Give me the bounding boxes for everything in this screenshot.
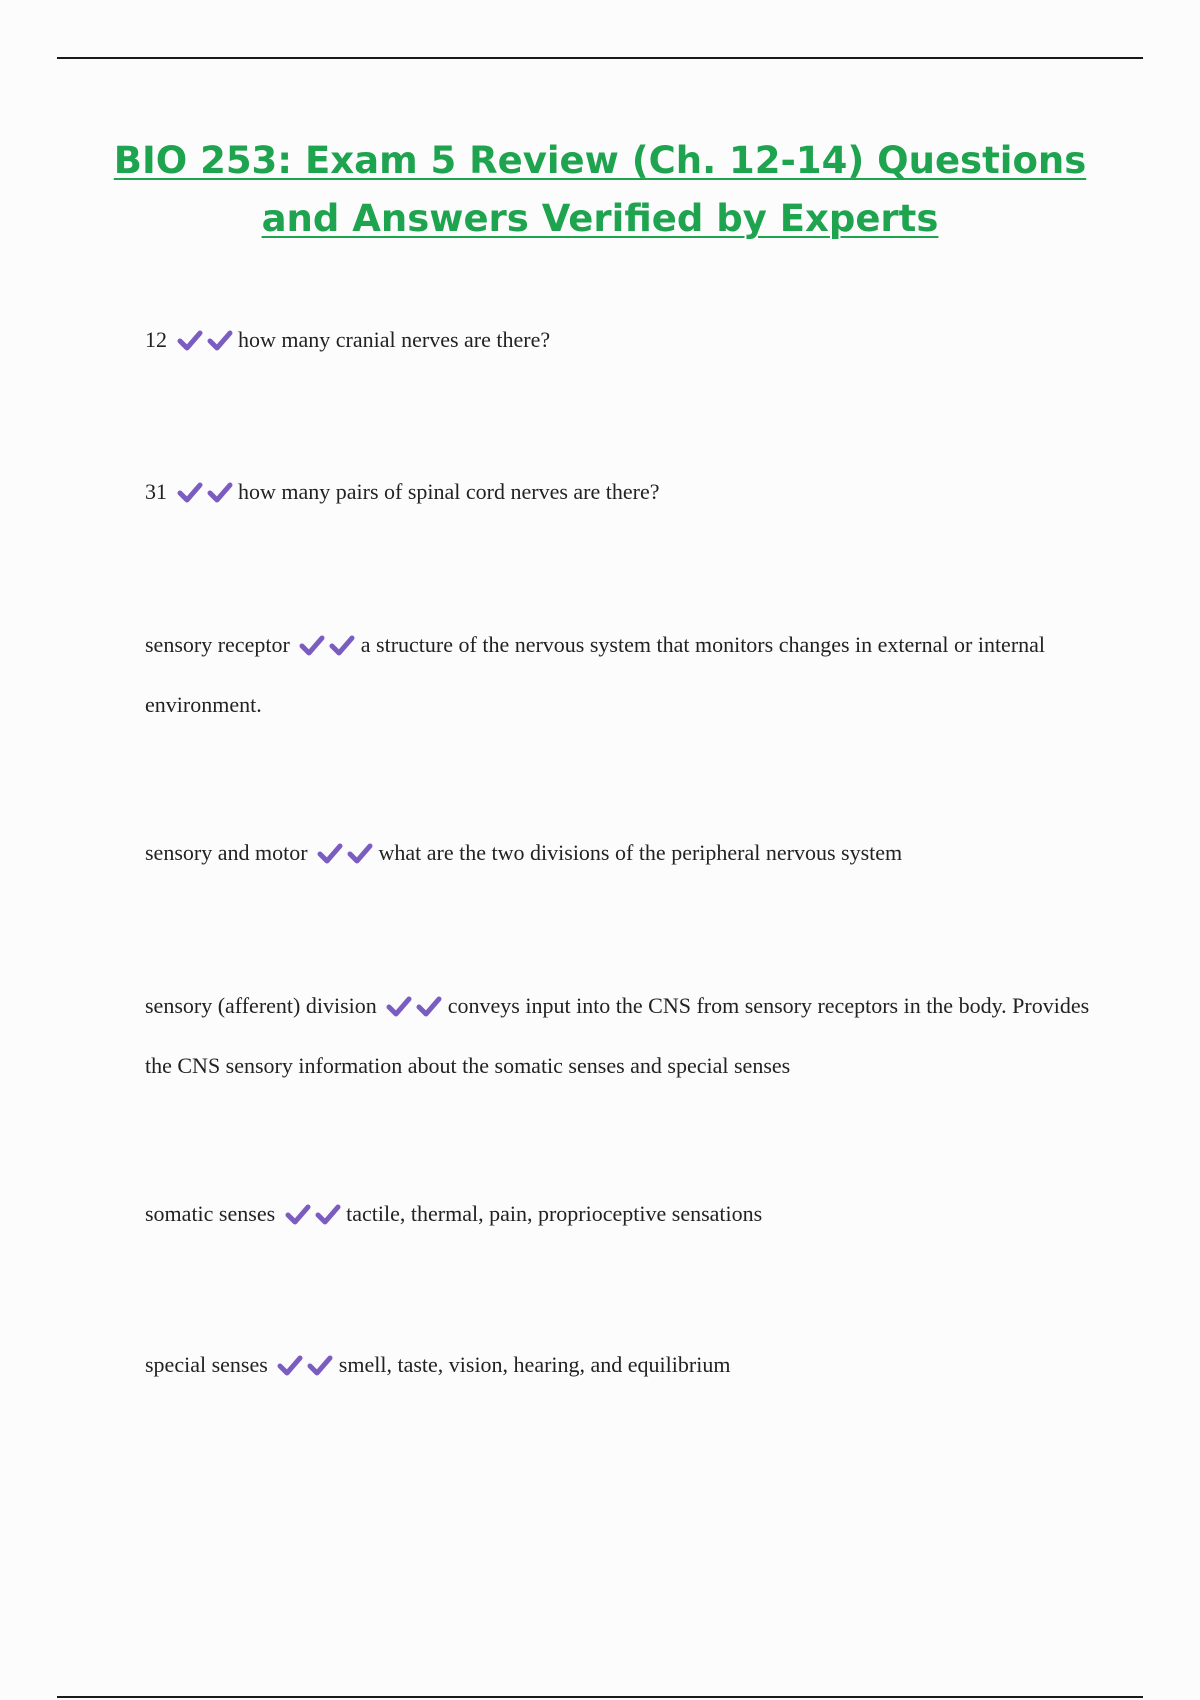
entry-term: sensory and motor	[145, 840, 308, 865]
entry-definition: conveys input into the CNS from sensory receptors in the body. Provides the CNS sensory information about the somatic senses and special senses	[145, 993, 1090, 1078]
qa-entry-5	[145, 976, 1095, 1096]
document-title	[100, 132, 1100, 248]
entry-term: sensory receptor	[145, 632, 290, 657]
qa-entry-2	[145, 462, 1095, 522]
entry-definition: how many cranial nerves are there?	[238, 327, 551, 352]
entry-definition: how many pairs of spinal cord nerves are there?	[238, 479, 660, 504]
check-icon	[207, 481, 233, 503]
entry-term: sensory (afferent) division	[145, 993, 377, 1018]
entry-definition: what are the two divisions of the peripheral nervous system	[378, 840, 903, 865]
check-icon	[285, 1203, 311, 1225]
title-line-2: and Answers Verified by Experts	[261, 197, 939, 240]
qa-entry-7	[145, 1335, 1095, 1395]
check-icon	[277, 1354, 303, 1376]
title-line-1: BIO 253: Exam 5 Review (Ch. 12-14) Questions	[113, 139, 1087, 182]
check-icon	[416, 995, 442, 1017]
check-icon	[177, 329, 203, 351]
check-icon	[207, 329, 233, 351]
qa-entry-1	[145, 310, 1095, 370]
check-icon	[307, 1354, 333, 1376]
check-icon	[329, 634, 355, 656]
check-icon	[315, 1203, 341, 1225]
entry-term: somatic senses	[145, 1201, 276, 1226]
header-rule	[57, 57, 1143, 59]
entry-term: special senses	[145, 1352, 268, 1377]
entry-definition: tactile, thermal, pain, proprioceptive sensations	[346, 1201, 763, 1226]
check-icon	[299, 634, 325, 656]
check-icon	[317, 842, 343, 864]
qa-entry-6	[145, 1184, 1095, 1244]
entry-definition: a structure of the nervous system that monitors changes in external or internal environment.	[145, 632, 1046, 717]
entry-term: 31	[145, 479, 167, 504]
check-icon	[177, 481, 203, 503]
check-icon	[347, 842, 373, 864]
check-icon	[386, 995, 412, 1017]
qa-entry-4	[145, 823, 1095, 883]
qa-entry-3	[145, 615, 1095, 735]
entry-definition: smell, taste, vision, hearing, and equilibrium	[338, 1352, 731, 1377]
footer-rule	[57, 1696, 1143, 1698]
entry-term: 12	[145, 327, 167, 352]
